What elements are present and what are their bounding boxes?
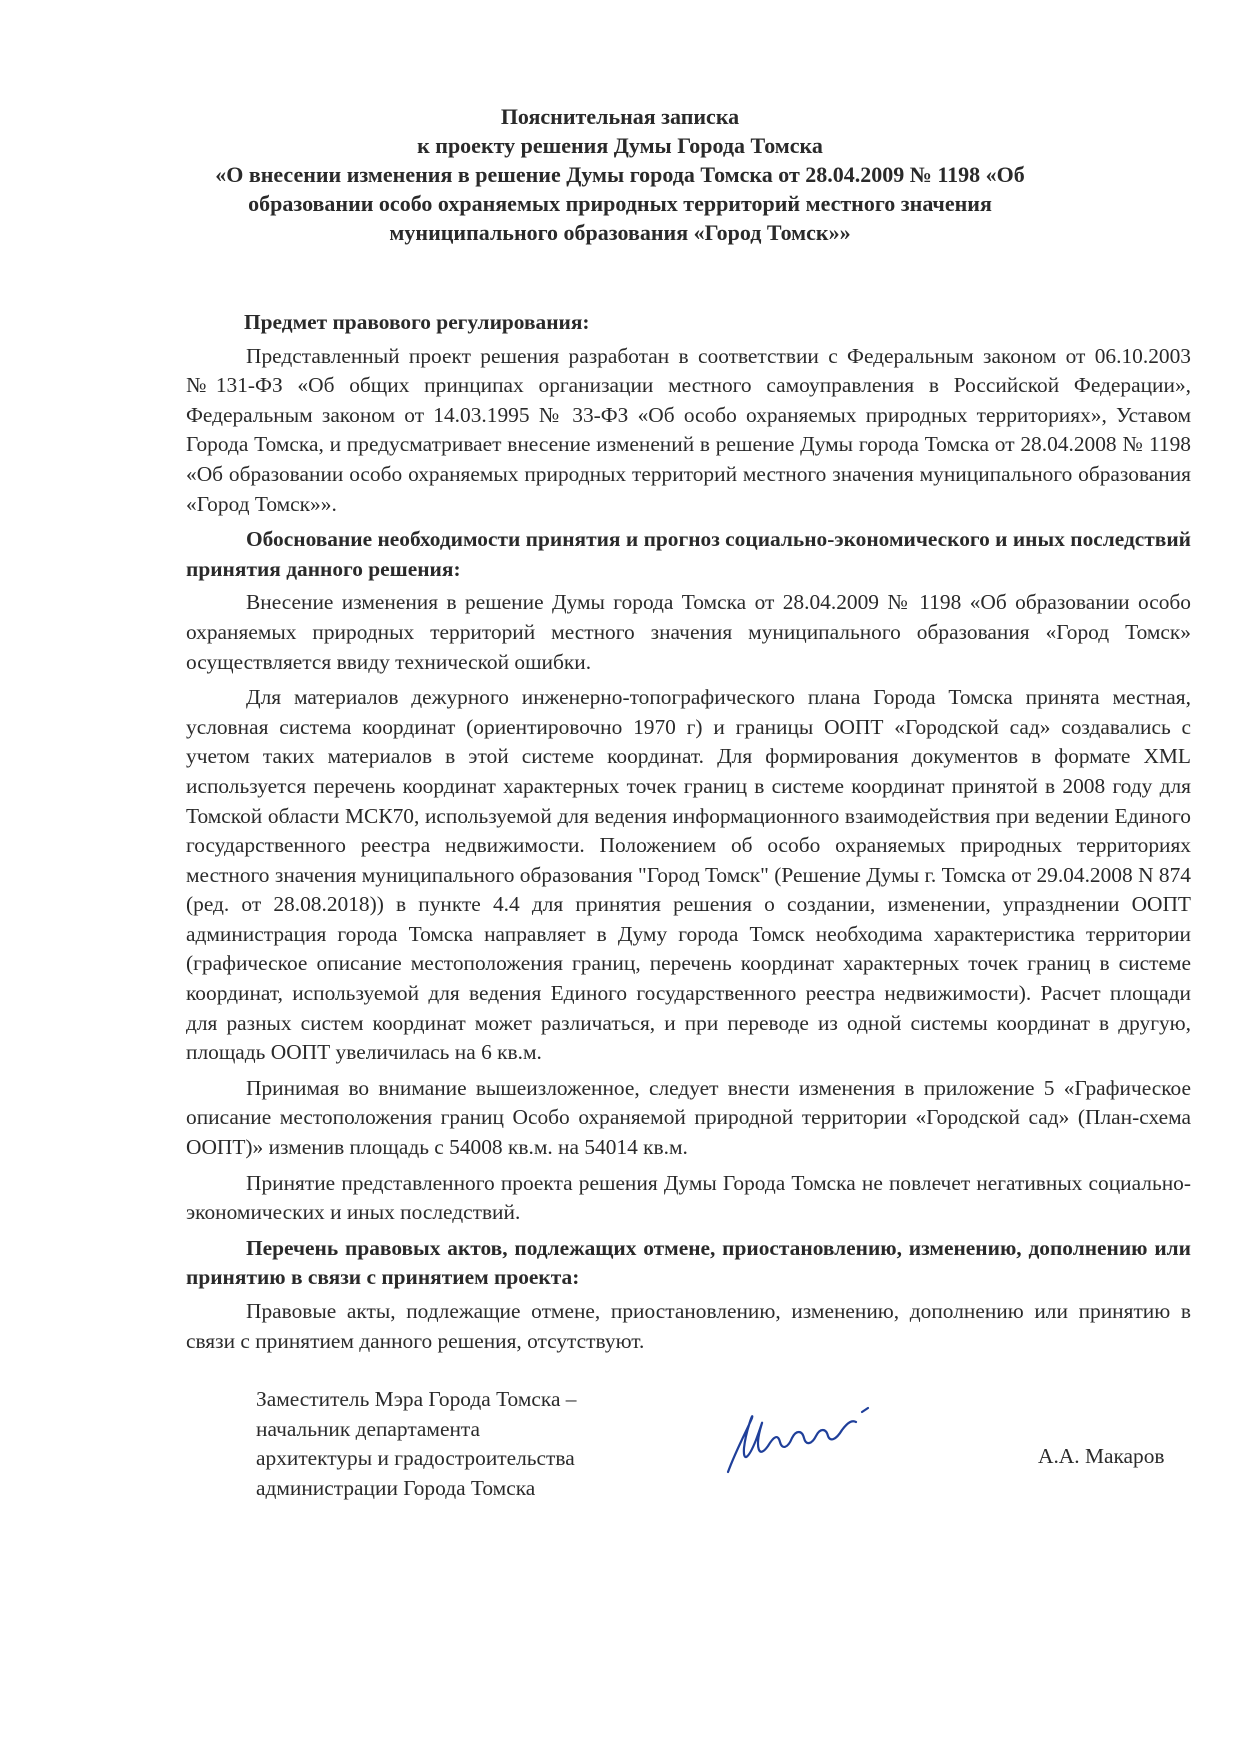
signature-stroke — [862, 1408, 868, 1412]
position-line: Заместитель Мэра Города Томска – — [256, 1387, 577, 1411]
position-line: архитектуры и градостроительства — [256, 1446, 575, 1471]
paragraph: Представленный проект решения разработан в соответствии с Федеральным законом от 06.10.2003 №131-ФЗ «Об общих принципах организации местного самоуправления в Российской Федерации», Федеральным законом от 14.03.1995 № 33-ФЗ «Об особо охраняемых природных территориях», Уставом Города Томска, и предусматривает внесение изменений в решение Думы города Томска от 28.04.2008 № 1198 «Об образовании особо охраняемых природных территорий местного значения муниципального образования «Город Томск»». — [186, 343, 1191, 516]
section-heading-subject: Предмет правового регулирования: — [244, 310, 590, 334]
handwritten-signature — [718, 1400, 888, 1480]
title-line: к проекту решения Думы Города Томска — [417, 133, 823, 158]
title-line: Пояснительная записка — [500, 104, 740, 129]
signature-stroke — [728, 1416, 856, 1472]
signer-position — [256, 1385, 576, 1503]
position-line: начальник департамента — [256, 1416, 481, 1441]
document-body — [186, 308, 1191, 1362]
paragraph: Правовые акты, подлежащие отмене, приостановлению, изменению, дополнению или принятию в связи с принятием данного решения, отсутствуют. — [186, 1299, 1191, 1353]
paragraph: Внесение изменения в решение Думы города Томска от 28.04.2009 № 1198 «Об образовании особо охраняемых природных территорий местного значения муниципального образования «Город Томск» осуществляется ввиду технической ошибки. — [186, 590, 1191, 674]
section-heading-justification: Обоснование необходимости принятия и прогноз социально-экономического и иных последствий принятия данного решения: — [186, 527, 1191, 581]
section-heading-legal-acts: Перечень правовых актов, подлежащих отмене, приостановлению, изменению, дополнению или принятию в связи с принятием проекта: — [186, 1235, 1191, 1290]
document-title — [150, 102, 1090, 247]
signer-name: А.А. Макаров — [1038, 1444, 1165, 1468]
paragraph: Принимая во внимание вышеизложенное, следует внести изменения в приложение 5 «Графическое описание местоположения границ Особо охраняемой природной территории «Городской сад» (План-схема ООПТ)» изменив площадь с 54008 кв.м. на 54014 кв.м. — [186, 1075, 1191, 1160]
position-line: администрации Города Томска — [256, 1475, 536, 1500]
title-line: муниципального образования «Город Томск»» — [389, 220, 851, 245]
paragraph: Для материалов дежурного инженерно-топографического плана Города Томска принята местная, условная система координат (ориентировочно 1970 г) и границы ООПТ «Городской сад» создавались с учетом таких материалов в этой системе координат. Для формирования документов в формате XML используется перечень координат характерных точек границ в системе координат принятой в 2008 году для Томской области МСК70, используемой для ведения информационного взаимодействия при ведении Единого государственного реестра недвижимости. Положением об особо охраняемых природных территориях местного значения муниципального образования "Город Томск" (Решение Думы г. Томска от 29.04.2008 N 874 (ред. от 28.08.2018)) в пункте 4.4 для принятия решения о создании, изменении, упразднении ООПТ администрация города Томска направляет в Думу города Томск необходима характеристика территории (графическое описание местоположения границ, перечень координат характерных точек границ в системе координат, используемой для ведения Единого государственного реестра недвижимости). Расчет площади для разных систем координат может различаться, и при переводе из одной системы координат в другую, площадь ООПТ увеличилась на 6 кв.м. — [186, 685, 1191, 1065]
title-line: образовании особо охраняемых природных территорий местного значения — [248, 191, 992, 216]
paragraph: Принятие представленного проекта решения Думы Города Томска не повлечет негативных социально-экономических и иных последствий. — [186, 1170, 1191, 1225]
title-line: «О внесении изменения в решение Думы города Томска от 28.04.2009 № 1198 «Об — [215, 162, 1025, 187]
